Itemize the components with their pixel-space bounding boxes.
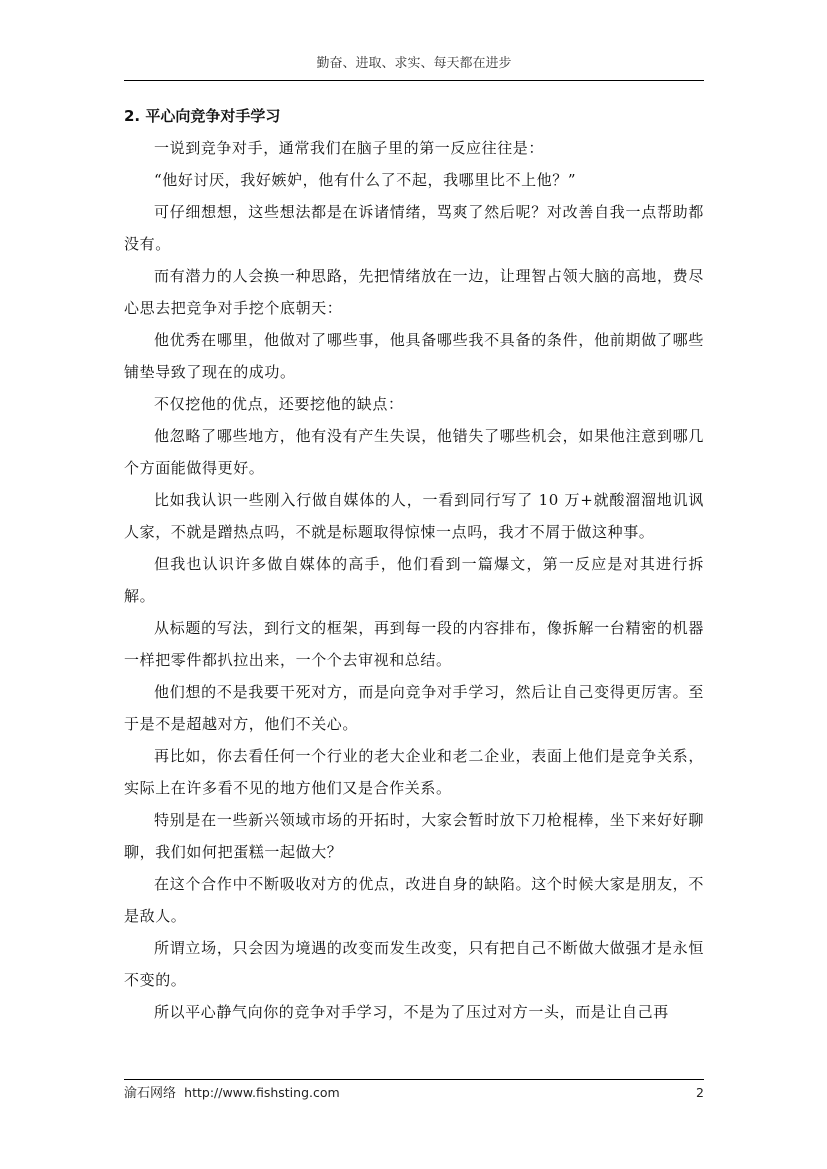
paragraph: 可仔细想想，这些想法都是在诉诸情绪，骂爽了然后呢？对改善自我一点帮助都没有。: [124, 203, 704, 253]
paragraph: 特别是在一些新兴领域市场的开拓时，大家会暂时放下刀枪棍棒，坐下来好好聊聊，我们如何把蛋糕一起做大？: [124, 811, 704, 861]
paragraph: 不仅挖他的优点，还要挖他的缺点：: [154, 395, 404, 413]
paragraph: 再比如，你去看任何一个行业的老大企业和老二企业，表面上他们是竞争关系，实际上在许多看不见的地方他们又是合作关系。: [124, 747, 704, 797]
paragraph: 比如我认识一些刚入行做自媒体的人，一看到同行写了 10 万+就酸溜溜地讥讽人家，不就是蹭热点吗，不就是标题取得惊悚一点吗，我才不屑于做这种事。: [124, 491, 704, 541]
footer-left: [124, 1080, 340, 1107]
paragraph: 他忽略了哪些地方，他有没有产生失误，他错失了哪些机会，如果他注意到哪几个方面能做得更好。: [124, 427, 704, 477]
paragraph: 所以平心静气向你的竞争对手学习，不是为了压过对方一头，而是让自己再: [154, 1003, 669, 1021]
page-header: [124, 52, 704, 81]
paragraph: 从标题的写法，到行文的框架，再到每一段的内容排布，像拆解一台精密的机器一样把零件都扒拉出来，一个个去审视和总结。: [124, 619, 704, 669]
paragraph: 他们想的不是我要干死对方，而是向竞争对手学习，然后让自己变得更厉害。至于是不是超越对方，他们不关心。: [124, 683, 704, 733]
page-number: 2: [696, 1085, 704, 1100]
section-heading: 2. 平心向竞争对手学习: [124, 107, 281, 125]
paragraph: 所谓立场，只会因为境遇的改变而发生改变，只有把自己不断做大做强才是永恒不变的。: [124, 939, 704, 989]
paragraph: 他优秀在哪里，他做对了哪些事，他具备哪些我不具备的条件，他前期做了哪些铺垫导致了现在的成功。: [124, 331, 704, 381]
paragraph: 而有潜力的人会换一种思路，先把情绪放在一边，让理智占领大脑的高地，费尽心思去把竞争对手挖个底朝天：: [124, 267, 704, 317]
footer-company: 渝石网络: [124, 1086, 177, 1101]
document-body: [124, 100, 704, 1028]
header-motto: 勤奋、进取、求实、每天都在进步: [316, 56, 512, 71]
paragraph: 一说到竞争对手，通常我们在脑子里的第一反应往往是：: [154, 139, 545, 157]
footer-url: http://www.fishsting.com: [184, 1085, 340, 1100]
paragraph: 在这个合作中不断吸收对方的优点，改进自身的缺陷。这个时候大家是朋友，不是敌人。: [124, 875, 704, 925]
paragraph: 但我也认识许多做自媒体的高手，他们看到一篇爆文，第一反应是对其进行拆解。: [124, 555, 704, 605]
paragraph: “他好讨厌，我好嫉妒，他有什么了不起，我哪里比不上他？”: [154, 171, 577, 189]
page-footer: [124, 1079, 704, 1107]
